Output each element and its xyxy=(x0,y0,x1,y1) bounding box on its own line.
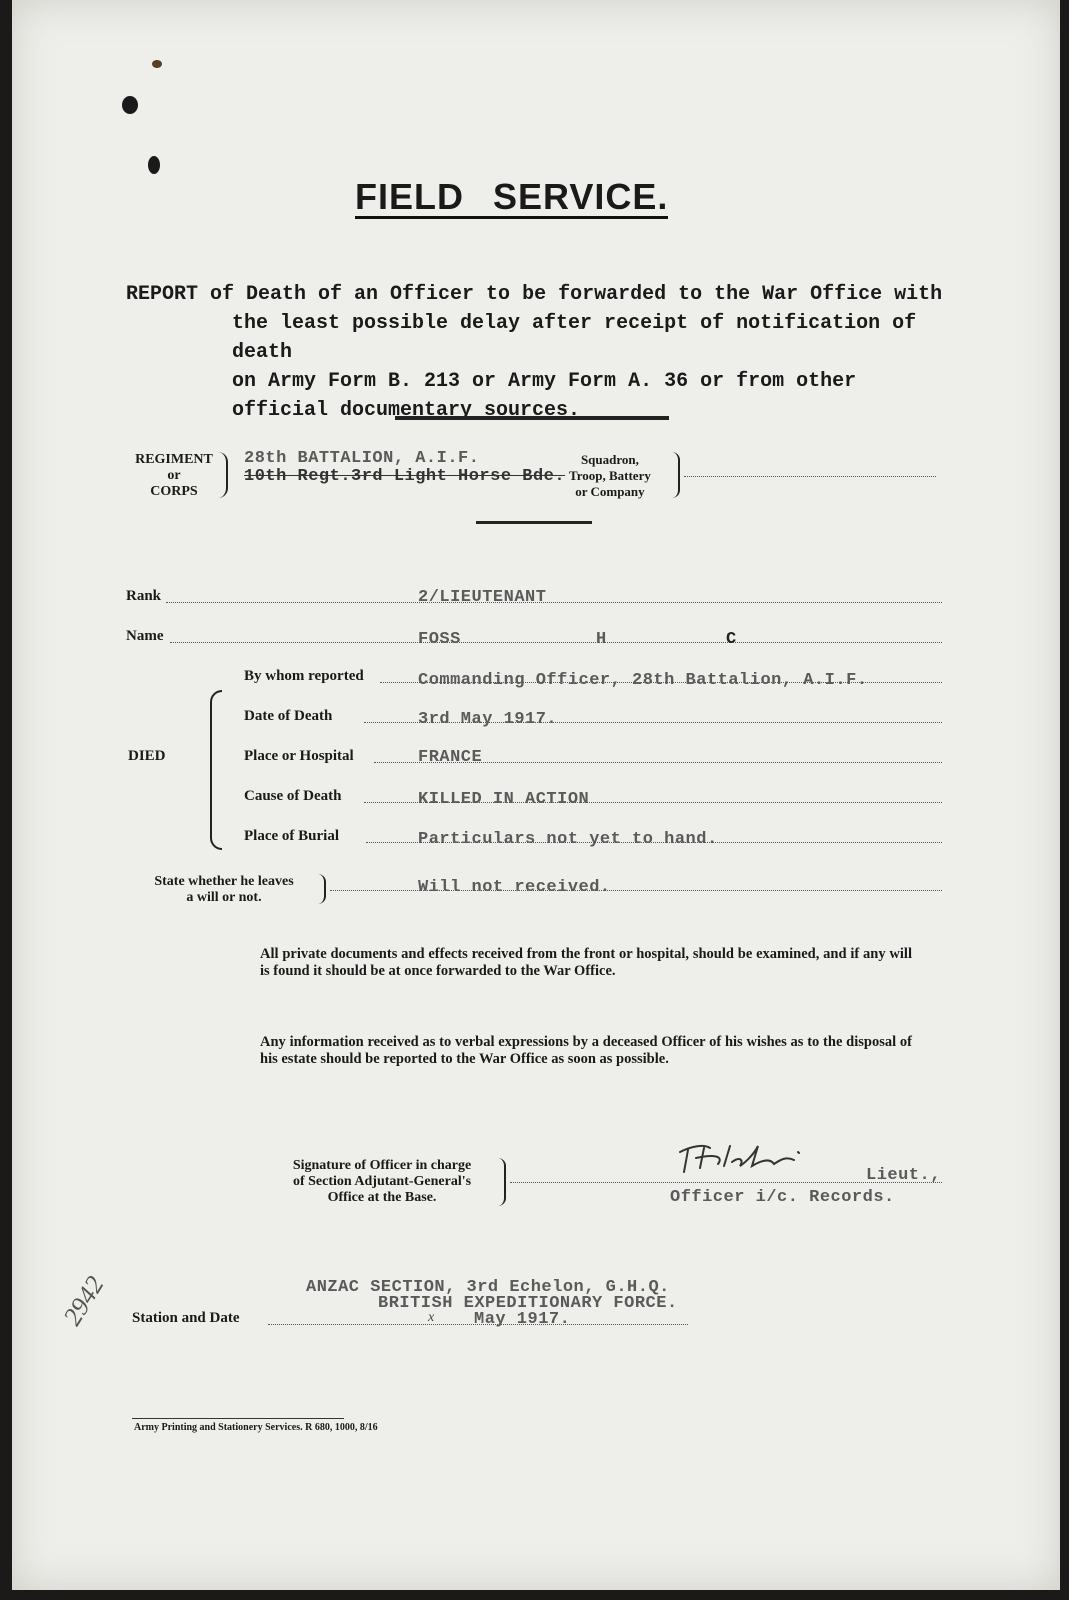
signature-rank: Lieut., xyxy=(866,1166,941,1185)
signature-label-3: Office at the Base. xyxy=(327,1190,437,1205)
name-initial-1: H xyxy=(596,630,607,649)
name-label: Name xyxy=(126,628,164,644)
page-title: FIELD SERVICE. xyxy=(355,176,669,217)
station-line-1: ANZAC SECTION, 3rd Echelon, G.H.Q. xyxy=(306,1278,670,1297)
note-verbal-expressions: Any information received as to verbal expressions by a deceased Officer of his wishes as to the disposal of his estate should be reported to the War Office as soon as possible. xyxy=(260,1034,912,1067)
regiment-value-struck: 10th Regt.3rd Light Horse Bde. xyxy=(244,467,566,486)
died-label: DIED xyxy=(128,748,166,764)
squadron-dotted-line xyxy=(684,476,936,477)
will-brace xyxy=(318,874,326,904)
report-line-2: the least possible delay after receipt of notification of death xyxy=(232,312,917,364)
stain-mark xyxy=(152,60,162,68)
date-label: Date of Death xyxy=(244,708,333,724)
place-label: Place or Hospital xyxy=(244,748,354,764)
burial-label: Place of Burial xyxy=(244,828,339,844)
date-value: 3rd May 1917. xyxy=(418,710,558,729)
cause-value: KILLED IN ACTION xyxy=(418,790,590,809)
squadron-label-3: or Company xyxy=(575,484,645,499)
name-dotted-line xyxy=(170,642,942,643)
squadron-label-2: Troop, Battery xyxy=(569,468,651,483)
place-value: FRANCE xyxy=(418,748,483,767)
footer-rule xyxy=(132,1418,344,1419)
signature-label-1: Signature of Officer in charge xyxy=(292,1158,472,1173)
report-line-4: official documentary sources. xyxy=(232,399,581,422)
punch-hole xyxy=(122,96,138,114)
by-whom-label: By whom reported xyxy=(244,668,364,684)
note-private-documents: All private documents and effects received from the front or hospital, should be examined, and if any will is found it should be at once forwarded to the War Office. xyxy=(260,946,912,979)
station-line-3: May 1917. xyxy=(474,1310,571,1329)
will-label-1: State whether he leaves xyxy=(154,874,294,889)
signature-title: Officer i/c. Records. xyxy=(670,1188,895,1207)
report-line-3: on Army Form B. 213 or Army Form A. 36 or from other xyxy=(232,370,857,393)
burial-value: Particulars not yet to hand. xyxy=(418,830,718,849)
squadron-label-1: Squadron, xyxy=(580,452,639,467)
cause-label: Cause of Death xyxy=(244,788,342,804)
regiment-brace xyxy=(218,452,228,498)
regiment-label-3: CORPS xyxy=(150,484,198,499)
squadron-label xyxy=(569,452,651,500)
margin-note: 2942 xyxy=(57,1271,110,1331)
rank-value: 2/LIEUTENANT xyxy=(418,588,547,607)
signature-label-2: of Section Adjutant-General's xyxy=(292,1174,472,1189)
report-line-1: REPORT of Death of an Officer to be forwarded to the War Office with xyxy=(126,283,943,306)
will-label xyxy=(126,874,322,906)
station-line-2: BRITISH EXPEDITIONARY FORCE. xyxy=(378,1294,678,1313)
punch-hole xyxy=(148,156,160,174)
name-initial-2: C xyxy=(726,630,737,649)
printer-footer: Army Printing and Stationery Services. R 680, 1000, 8/16 xyxy=(134,1422,378,1433)
will-value: Will not received. xyxy=(418,878,611,897)
squadron-brace xyxy=(672,452,680,498)
report-heading xyxy=(126,280,948,425)
signature-label xyxy=(262,1158,502,1206)
rank-dotted-line xyxy=(166,602,942,603)
name-surname: FOSS xyxy=(418,630,461,649)
divider-rule xyxy=(395,416,669,420)
died-brace xyxy=(210,690,222,850)
regiment-value: 28th BATTALION, A.I.F. xyxy=(244,449,480,468)
regiment-label-2: or xyxy=(167,468,181,483)
rank-label: Rank xyxy=(126,588,162,604)
station-label: Station and Date xyxy=(132,1310,240,1326)
regiment-label-1: REGIMENT xyxy=(135,452,213,467)
will-label-2: a will or not. xyxy=(186,890,262,905)
handwritten-signature xyxy=(674,1138,824,1178)
station-date-handwritten: x xyxy=(428,1310,435,1325)
divider-rule-small xyxy=(476,521,592,524)
form-page xyxy=(12,0,1060,1590)
signature-brace xyxy=(498,1158,506,1206)
regiment-label xyxy=(126,452,222,500)
by-whom-value: Commanding Officer, 28th Battalion, A.I.F. xyxy=(418,671,868,690)
